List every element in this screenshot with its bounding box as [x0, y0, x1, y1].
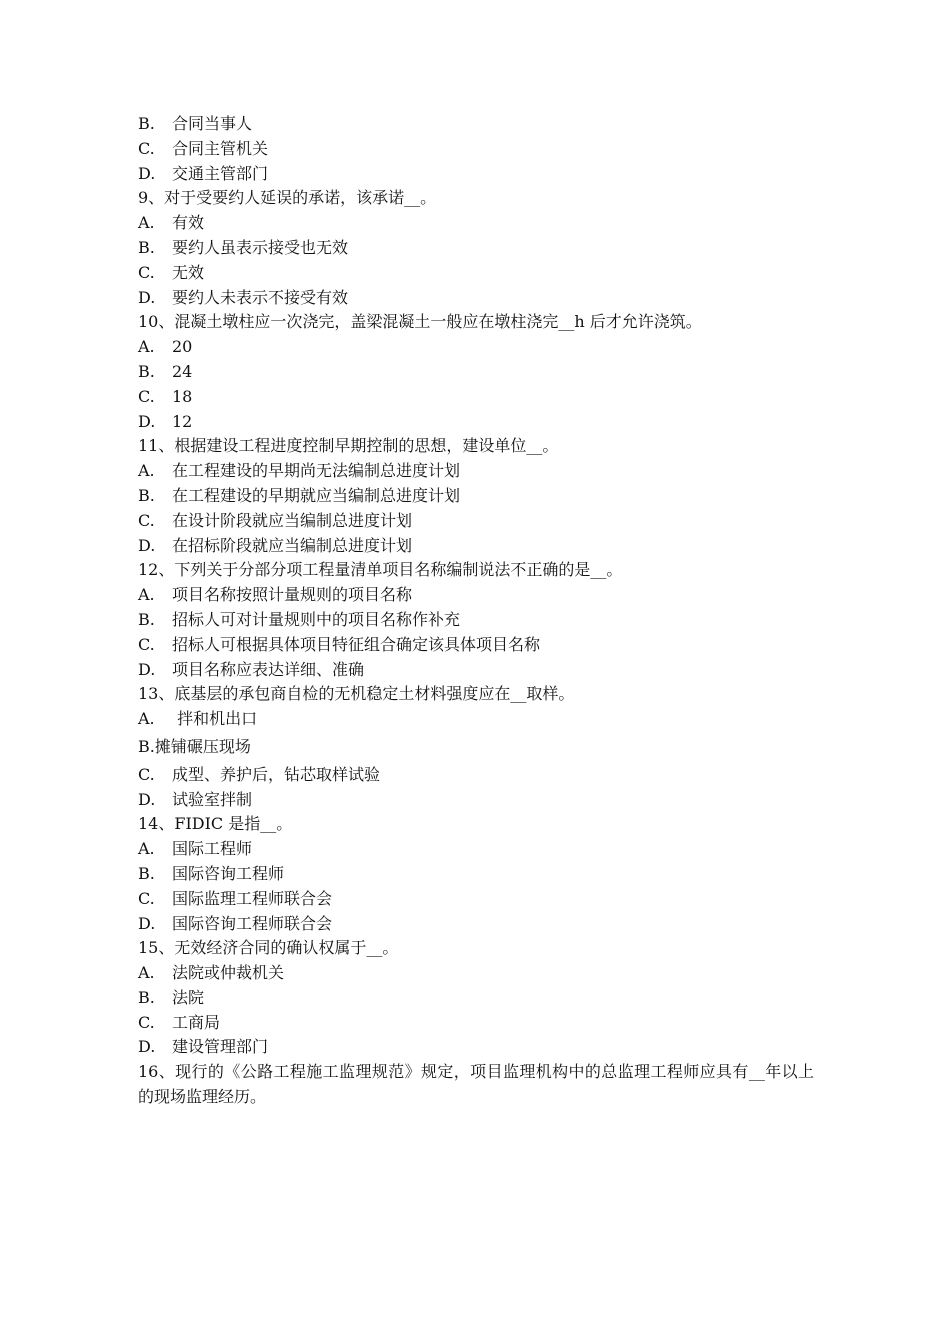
- line-19: [138, 583, 818, 608]
- option-letter: C.: [138, 262, 155, 282]
- question-10: 10、混凝土墩柱应一次浇完，盖梁混凝土一般应在墩柱浇完__h 后才允许浇筑。: [138, 312, 702, 332]
- option-letter: D.: [138, 789, 156, 809]
- line-4: [138, 211, 818, 236]
- question-15: 15、无效经济合同的确认权属于__。: [138, 938, 399, 958]
- option-text: 招标人可对计量规则中的项目名称作补充: [172, 609, 461, 629]
- question-11: 11、根据建设工程进度控制早期控制的思想，建设单位__。: [138, 436, 559, 456]
- option-letter: B.: [138, 485, 155, 505]
- line-36: [138, 1011, 818, 1036]
- option-letter: B.: [138, 987, 155, 1007]
- option-text: 国际监理工程师联合会: [172, 888, 333, 908]
- line-26: [138, 763, 818, 788]
- option-text: 建设管理部门: [172, 1037, 269, 1057]
- line-12: [138, 410, 818, 435]
- option-text: 在工程建设的早期就应当编制总进度计划: [172, 485, 461, 505]
- option-text: 24: [172, 361, 193, 381]
- option-text: 在工程建设的早期尚无法编制总进度计划: [172, 461, 461, 481]
- question-9: 9、对于受要约人延误的承诺，该承诺__。: [138, 188, 437, 208]
- option-letter: C.: [138, 138, 155, 158]
- option-letter: C.: [138, 764, 155, 784]
- line-0: [138, 112, 818, 137]
- option-letter: D.: [138, 535, 156, 555]
- line-9: [138, 335, 818, 360]
- option-text: 有效: [172, 213, 205, 233]
- question-14: 14、FIDIC 是指__。: [138, 814, 293, 834]
- option-letter: A.: [138, 709, 155, 729]
- option-letter: D.: [138, 1037, 156, 1057]
- option-text: 项目名称按照计量规则的项目名称: [172, 585, 413, 605]
- option-text: 12: [172, 411, 193, 431]
- option-text: 项目名称应表达详细、准确: [172, 659, 365, 679]
- option-text: 18: [172, 386, 193, 406]
- line-5: [138, 236, 818, 261]
- option-letter: A.: [138, 585, 155, 605]
- option-text: 法院或仲裁机关: [172, 963, 285, 983]
- line-14: [138, 459, 818, 484]
- option-text: 工商局: [172, 1012, 221, 1032]
- option-text: 法院: [172, 987, 205, 1007]
- option-letter: D.: [138, 287, 156, 307]
- option-letter: D.: [138, 659, 156, 679]
- option-letter: C.: [138, 1012, 155, 1032]
- option-letter: B.: [138, 237, 155, 257]
- option-text: 合同当事人: [172, 114, 253, 133]
- option-text: 无效: [172, 262, 205, 282]
- option-text: 20: [172, 337, 193, 357]
- question-16: 16、现行的《公路工程施工监理规范》规定，项目监理机构中的总监理工程师应具有__年以上的现场监理经历。: [138, 1062, 814, 1107]
- option-letter: A.: [138, 213, 155, 233]
- option-letter: C.: [138, 510, 155, 530]
- option-text: 在招标阶段就应当编制总进度计划: [172, 535, 413, 555]
- question-12: 12、下列关于分部分项工程量清单项目名称编制说法不正确的是__。: [138, 560, 623, 580]
- line-6: [138, 261, 818, 286]
- option-letter: C.: [138, 888, 155, 908]
- option-letter: A.: [138, 461, 155, 481]
- option-letter: B.: [138, 609, 155, 629]
- line-29: [138, 837, 818, 862]
- option-text: 在设计阶段就应当编制总进度计划: [172, 510, 413, 530]
- option-letter: B.: [138, 736, 155, 756]
- option-text: 国际咨询工程师联合会: [172, 913, 333, 933]
- option-letter: C.: [138, 634, 155, 654]
- line-7: [138, 286, 818, 311]
- line-1: [138, 137, 818, 162]
- option-letter: D.: [138, 913, 156, 933]
- option-text: 交通主管部门: [172, 163, 269, 183]
- option-text: 试验室拌制: [172, 789, 253, 809]
- option-text: 拌和机出口: [172, 709, 258, 729]
- line-20: [138, 608, 818, 633]
- option-letter: C.: [138, 386, 155, 406]
- line-27: [138, 788, 818, 813]
- line-25: [138, 735, 818, 760]
- line-30: [138, 862, 818, 887]
- question-13: 13、底基层的承包商自检的无机稳定土材料强度应在__取样。: [138, 684, 575, 704]
- option-text: 摊铺碾压现场: [154, 736, 251, 756]
- option-letter: D.: [138, 411, 156, 431]
- option-text: 国际咨询工程师: [172, 863, 285, 883]
- line-32: [138, 912, 818, 937]
- line-16: [138, 509, 818, 534]
- line-21: [138, 633, 818, 658]
- document-page: [138, 112, 818, 1110]
- option-text: 要约人未表示不接受有效: [172, 287, 349, 307]
- line-10: [138, 360, 818, 385]
- option-text: 招标人可根据具体项目特征组合确定该具体项目名称: [172, 634, 541, 654]
- line-34: [138, 961, 818, 986]
- option-text: 要约人虽表示接受也无效: [172, 237, 349, 257]
- line-22: [138, 658, 818, 683]
- option-letter: A.: [138, 337, 155, 357]
- option-letter: A.: [138, 839, 155, 859]
- option-text: 国际工程师: [172, 839, 253, 859]
- line-35: [138, 986, 818, 1011]
- line-11: [138, 385, 818, 410]
- line-17: [138, 534, 818, 559]
- option-text: 合同主管机关: [172, 138, 269, 158]
- line-15: [138, 484, 818, 509]
- line-2: [138, 162, 818, 187]
- option-letter: D.: [138, 163, 156, 183]
- line-24: [138, 707, 818, 732]
- option-letter: B.: [138, 114, 155, 133]
- option-letter: B.: [138, 863, 155, 883]
- line-31: [138, 887, 818, 912]
- option-letter: B.: [138, 361, 155, 381]
- option-text: 成型、养护后，钻芯取样试验: [172, 764, 381, 784]
- line-37: [138, 1035, 818, 1060]
- option-letter: A.: [138, 963, 155, 983]
